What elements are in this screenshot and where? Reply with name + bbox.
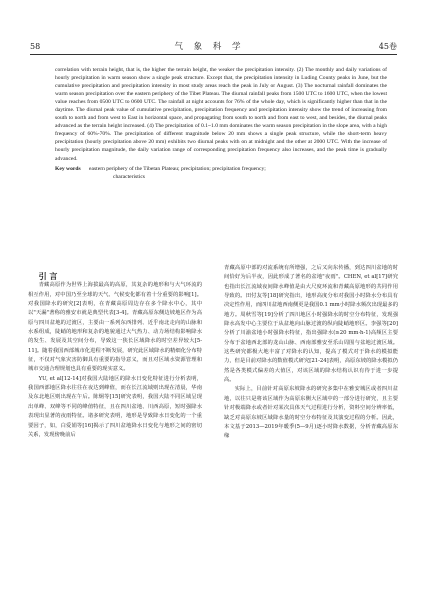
english-abstract: [55, 66, 387, 181]
keywords-label: Key words: [55, 165, 81, 172]
header-rule: [30, 54, 397, 55]
keywords-text: eastern periphery of the Tibetan Plateau; precipitation; precipitation frequency;: [89, 165, 266, 172]
page-number: 58: [30, 41, 41, 51]
page-header: [30, 40, 397, 52]
body-paragraph: 实际上，目前针对高原东坡降水的研究多集中在雅安城区或者四川盆地，以往只是将该区域作为高原东侧大区域中的一部分进行研究，且主要针对极端降水或者针对某次具体天气过程进行分析，资料空间分辨率低，缺乏对高原东坡区域降水量的时空分布特征及其演变过程的分析。因此，本文基于2013—2019年暖季(5—9月)逐小时降水数据，分析青藏高原东缘: [224, 386, 398, 440]
abstract-paragraph: correlation with terrain height, that is, the higher the terrain height, the weaker the precipitation intensity. (2) The monthly and daily variations of hourly precipitation in warm season show a single peak structure. Except that, the precipitation intensity in Luding County peaks in June, but the cumulative precipitation and precipitation intensity in most study areas reach the peak in July or August. (3) The nocturnal rainfall dominates the warm season precipitation over the eastern periphery of the Tibet Plateau. The diurnal rainfall peaks from 1500 UTC to 1600 UTC, when the lowest value reaches from 0500 UTC to 0600 UTC. The rainfall at night accounts for 76% of the whole day, which is significantly higher than that in the daytime. The diurnal peak value of cumulative precipitation, precipitation frequency and precipitation intensity show the trend of increasing from south to north and from west to East in horizontal space, and propagating from south to north and from east to west, and besides, the diurnal peaks advanced as the terrain height increased. (4) The precipitation of 0.1~1.0 mm dominates the warm season precipitation in the slope area, with a high frequency of 60%-70%. The precipitation of different magnitude below 20 mm shows a single peak structure, while the short-term heavy precipitation (hourly precipitation above 20 mm) exhibits two diurnal peaks with on at midnight and the other at 2000 UTC. With the increase of hourly precipitation magnitude, the daily variation range of corresponding precipitation frequency also increases, and the peak time is gradually advanced.: [55, 67, 387, 162]
keywords-line: [55, 165, 387, 173]
left-column: [28, 272, 202, 440]
keywords-continuation: characteristics: [113, 173, 145, 180]
body-paragraph: 青藏高原作为世界上海拔最高的高原，其复杂的地形和与大气环流的相互作用，对中国乃至全球的天气、气候变化都有着十分重要的影响[1]。对我国降水的研究[2]表明，在青藏高原周边存在多个降水中心，其中以"天漏"著称的雅安市就是典型代表[3-4]。青藏高原东侧边坡地区作为高原与四川盆地的过渡区，主要由一系列东西排列、近乎南北走向的山脉和水系组成，陡峭的地形和复杂的地貌通过大气热力、动力场结构影响降水的发生、发展及其空间分布，导致这一狭长区域降水的时空差异较大[5-11]。随着我国西部城市化进程不断发展，研究此区域降水的精细化分布特征，不仅对气象灾害防御具有重要的指导意义，而且对区域水资源管理和城市交通合理规划也具有重要的现实意义。: [28, 282, 202, 373]
journal-title: 气 象 科 学: [174, 42, 245, 52]
section-title-introduction: 引 言: [38, 272, 58, 281]
right-column: [224, 264, 398, 442]
body-paragraph: YU, et al[12-14]对我国大陆地区的降水日变化特征进行分析表明，我国西部地区降水往往在夜达到峰值，而在长江流域则出现在清晨，华南及东北地区则出现在午后。陈炯等[15]研究表明，我国大陆不同区域呈现出单峰、双峰等不同的峰值特征，且在四川盆地、川西高原，短时强降水表现出显著的夜雨特征。诸多研究表明，地形是导致降水日变化的一个重要因子，如，白爱娟等[16]揭示了四川盆地降水日变化与地形之间的密切关系，发现傍晚前后: [28, 375, 202, 438]
body-paragraph: 青藏高原中部的对流系统有所增强，之后又向东传播，到达四川盆地的时间恰好为后半夜，因此形成了著名的盆地"夜雨"。CHEN, et al[17]研究也指出长江流域夜间降水峰值是由大尺度环流和青藏高原地形的共同作用导致的。田付友等[18]研究指出，地形高度分布对我国小时降水分布具有决定性作用，而四川盆地西南侧更是我国0.1 mm小时降水频次出现最多的地方。周秋雪等[19]分析了四川地区小时强降水的时空分布特征，发现强降水高发中心主要位于从盆地向山脉过渡的纵向陡峭地形区。李强等[20]分析了川渝盆地小时强降水特征，指出强降水(≥20 mm·h-1)高频区主要分布于盆地西北部的龙山山脉、西南部雅安至乐山周围与盆地过渡区域。这些研究都极大地丰富了对降水的认知，提高了模式对于降水的模拟能力，但是目前对降水的数值模式研究[21-24]表明，高原东坡的降水模拟仍然是各类模式偏差的大值区，对该区域的降水结构认识有待于进一步提高。: [224, 265, 398, 384]
volume-label: 45卷: [378, 41, 397, 51]
